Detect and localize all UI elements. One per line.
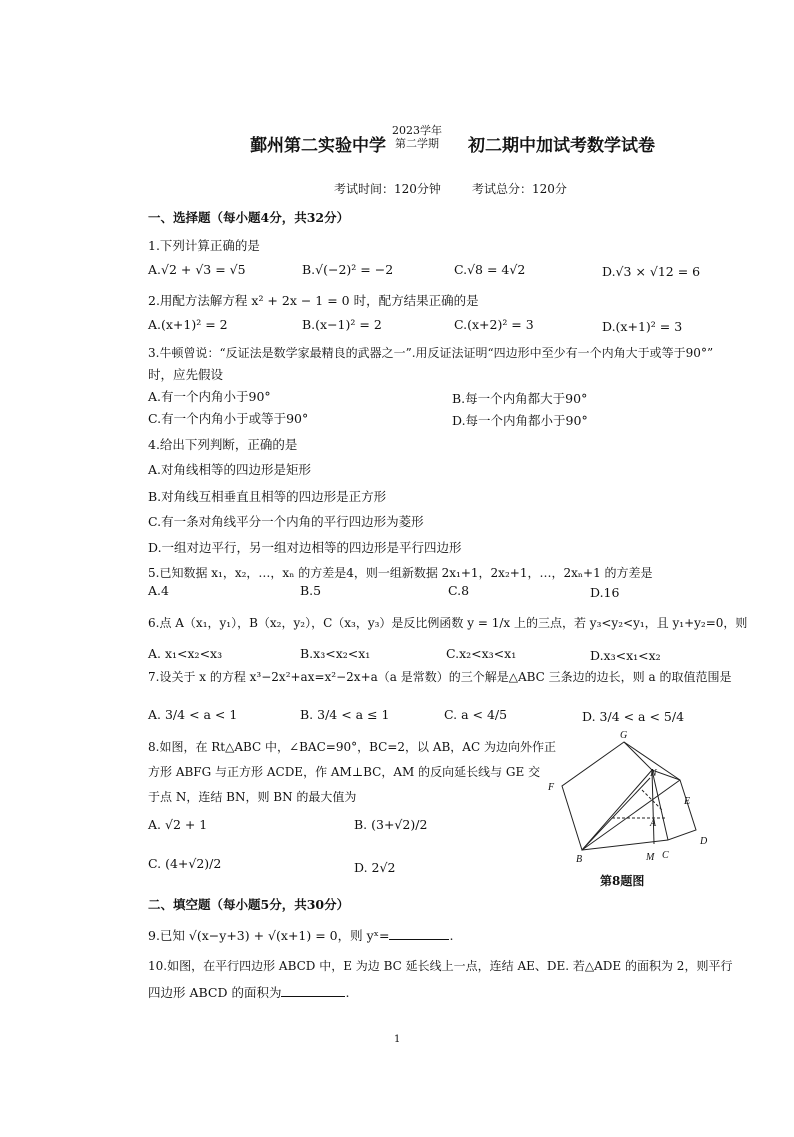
q7-option-b: B. 3/4 < a ≤ 1 [300,707,390,722]
q8-figure [538,730,720,870]
label-a: A [650,818,657,829]
q4-stem: 4.给出下列判断，正确的是 [148,437,298,452]
q2-option-d: D.(x+1)² = 3 [602,319,683,334]
q3-option-a: A.有一个内角小于90° [148,389,271,404]
q6-option-d: D.x₃<x₁<x₂ [590,648,661,663]
q4-option-b: B.对角线互相垂直且相等的四边形是正方形 [148,489,387,504]
segment-bn [582,778,650,850]
q10-answer-blank[interactable] [281,984,345,997]
label-c: C [662,850,669,861]
q9-end: . [449,928,454,943]
q4-option-a: A.对角线相等的四边形是矩形 [148,462,312,477]
q1-option-a: A.√2 + √3 = √5 [148,262,246,277]
q1-option-d: D.√3 × √12 = 6 [602,264,701,279]
square-abfg [562,742,652,850]
exam-title: 初二期中加试考数学试卷 [468,136,655,156]
section1-heading: 一、选择题（每小题4分，共32分） [148,210,350,225]
q5-stem: 5.已知数据 x₁，x₂，…，xₙ 的方差是4，则一组新数据 2x₁+1，2x₂+1，…，2xₙ+1 的方差是 [148,566,653,580]
q8-stem-line2: 方形 ABFG 与正方形 ACDE，作 AM⊥BC，AM 的反向延长线与 GE 交 [148,765,541,779]
q2-option-c: C.(x+2)² = 3 [454,317,534,332]
q8-stem-line3: 于点 N，连结 BN，则 BN 的最大值为 [148,790,357,804]
q2-stem: 2.用配方法解方程 x² + 2x − 1 = 0 时，配方结果正确的是 [148,293,479,308]
q1-stem: 1.下列计算正确的是 [148,238,260,253]
q7-option-d: D. 3/4 < a < 5/4 [582,709,685,724]
q5-option-c: C.8 [448,583,470,598]
q2-option-b: B.(x−1)² = 2 [302,317,382,332]
q4-option-c: C.有一条对角线平分一个内角的平行四边形为菱形 [148,514,424,529]
q8-option-d: D. 2√2 [354,860,396,875]
label-e: E [684,796,691,807]
q7-stem: 7.设关于 x 的方程 x³−2x²+ax=x²−2x+a（a 是常数）的三个解是△ABC 三条边的边长，则 a 的取值范围是 [148,670,732,684]
q7-option-a: A. 3/4 < a < 1 [148,707,238,722]
q5-option-a: A.4 [148,583,169,598]
q8-option-a: A. √2 + 1 [148,817,208,832]
q6-option-b: B.x₃<x₂<x₁ [300,646,371,661]
year-label: 2023学年 [392,124,442,137]
q3-stem-line2: 时，应先假设 [148,367,224,382]
q9-answer-blank[interactable] [389,927,449,940]
q8-option-b: B. (3+√2)/2 [354,817,428,832]
q8-stem-line1: 8.如图，在 Rt△ABC 中，∠BAC=90°，BC=2，以 AB，AC 为边向外作正 [148,740,556,754]
q10-text: 四边形 ABCD 的面积为 [148,985,282,1000]
label-b: B [576,854,583,865]
exam-time: 考试时间：120分钟 [334,182,441,196]
q3-option-d: D.每一个内角都小于90° [452,413,588,428]
q2-option-a: A.(x+1)² = 2 [148,317,228,332]
q5-option-d: D.16 [590,585,620,600]
q6-stem: 6.点 A（x₁，y₁），B（x₂，y₂），C（x₃，y₃）是反比例函数 y = 1/x 上的三点，若 y₃<y₂<y₁，且 y₁+y₂=0，则 [148,616,748,630]
q10-stem-line1: 10.如图，在平行四边形 ABCD 中，E 为边 BC 延长线上一点，连结 AE、DE. 若△ADE 的面积为 2，则平行 [148,959,733,973]
q5-option-b: B.5 [300,583,322,598]
q1-option-c: C.√8 = 4√2 [454,262,526,277]
q7-option-c: C. a < 4/5 [444,707,508,722]
label-d: D [700,836,708,847]
q9-text: 9.已知 √(x−y+3) + √(x+1) = 0，则 yˣ= [148,928,390,943]
segment-be [582,780,680,850]
school-year [392,124,442,150]
label-g: G [620,730,628,741]
q9-stem [148,926,453,944]
label-m: M [646,852,655,863]
q6-option-a: A. x₁<x₂<x₃ [148,646,223,661]
section2-heading: 二、填空题（每小题5分，共30分） [148,897,350,912]
q4-option-d: D.一组对边平行，另一组对边相等的四边形是平行四边形 [148,540,462,555]
label-f: F [548,782,555,793]
exam-score: 考试总分：120分 [472,182,567,196]
q6-option-c: C.x₂<x₃<x₁ [446,646,517,661]
q1-option-b: B.√(−2)² = −2 [302,262,394,277]
q10-end: . [345,985,350,1000]
q8-option-c: C. (4+√2)/2 [148,856,222,871]
term-label: 第二学期 [395,137,439,150]
q8-figure-caption: 第8题图 [600,874,645,888]
school-name: 鄞州第二实验中学 [250,136,386,156]
page-number: 1 [394,1034,401,1045]
segment-bc [582,840,668,850]
q3-option-b: B.每一个内角都大于90° [452,391,588,406]
segment-am [652,770,654,844]
q3-stem-line1: 3.牛顿曾说：“反证法是数学家最精良的武器之一”.用反证法证明“四边形中至少有一个内角大于或等于90°” [148,346,714,360]
q3-option-c: C.有一个内角小于或等于90° [148,411,309,426]
q10-stem-line2 [148,983,349,1001]
label-n: N [650,768,657,779]
